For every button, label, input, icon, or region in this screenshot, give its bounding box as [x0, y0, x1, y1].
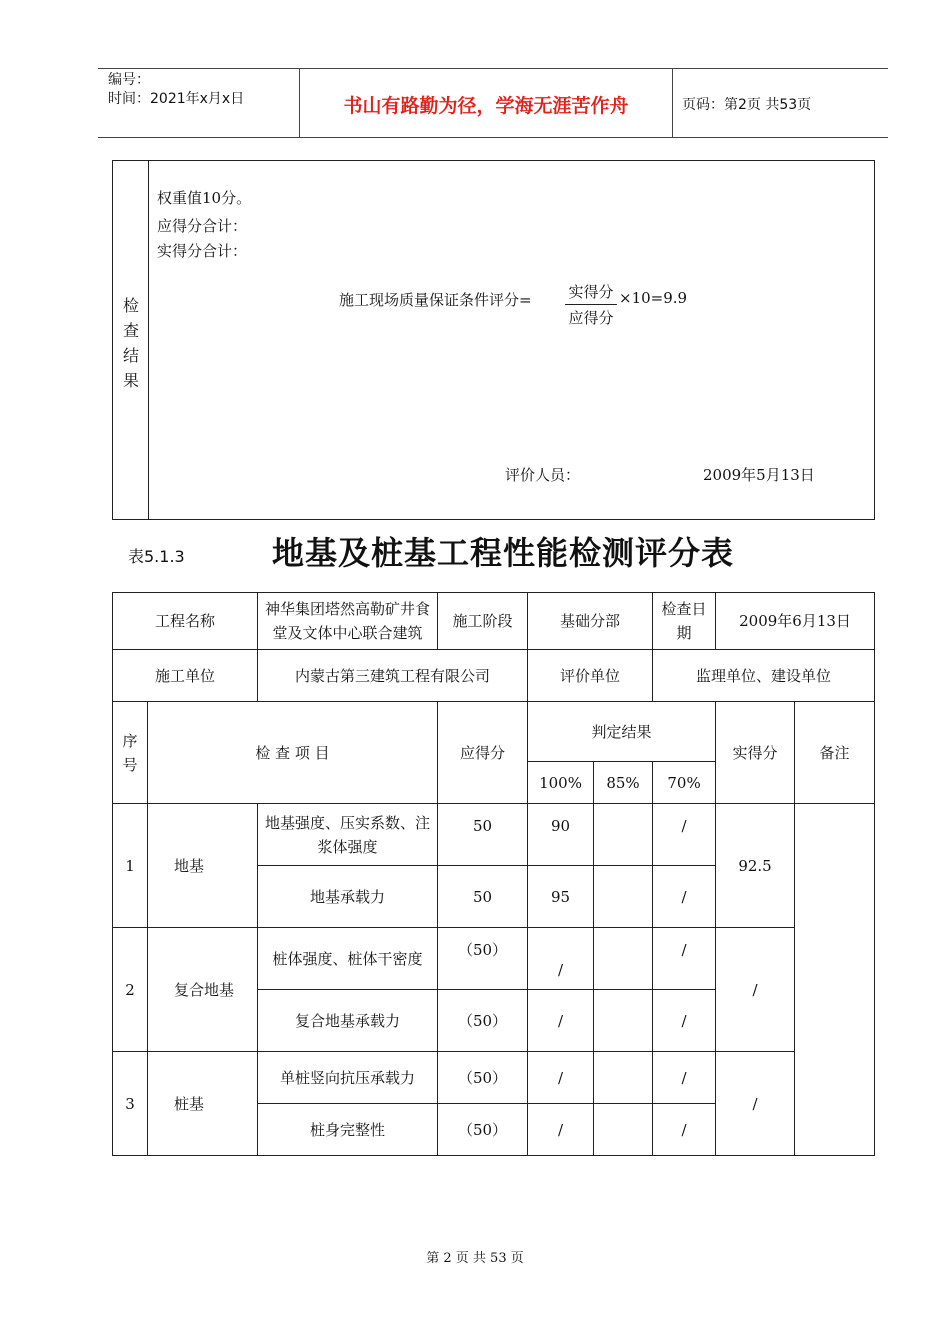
inspection-result-box [112, 160, 875, 520]
table-row [113, 928, 875, 990]
item-85 [594, 990, 653, 1052]
item-85 [594, 804, 653, 866]
header-page-info: 页码：第2页 共53页 [682, 97, 812, 113]
col-85: 85% [594, 762, 653, 804]
stage-label: 施工阶段 [438, 593, 528, 650]
item-name: 地基承载力 [258, 866, 438, 928]
item-expected: （50） [438, 990, 528, 1052]
item-85 [594, 1104, 653, 1156]
item-100: / [528, 928, 594, 990]
evaluator-unit-label: 评价单位 [528, 650, 653, 702]
item-name: 桩身完整性 [258, 1104, 438, 1156]
page-header [98, 68, 888, 138]
item-expected: 50 [438, 866, 528, 928]
item-name: 地基强度、压实系数、注浆体强度 [258, 804, 438, 866]
item-85 [594, 866, 653, 928]
formula-denominator: 应得分 [568, 309, 614, 327]
evaluation-table [112, 592, 875, 1156]
project-name: 神华集团塔然高勒矿井食堂及文体中心联合建筑 [258, 593, 438, 650]
header-motto: 书山有路勤为径，学海无涯苦作舟 [343, 95, 629, 117]
actual-total-line: 实得分合计： [157, 242, 248, 260]
item-100: / [528, 990, 594, 1052]
col-actual: 实得分 [716, 702, 795, 804]
weight-line: 权重值10分。 [157, 189, 252, 207]
group-name: 桩基 [148, 1052, 258, 1156]
project-name-label: 工程名称 [113, 593, 258, 650]
page-footer: 第 2 页 共 53 页 [426, 1251, 524, 1266]
box-divider [148, 161, 149, 519]
item-100: / [528, 1052, 594, 1104]
item-name: 复合地基承载力 [258, 990, 438, 1052]
expected-total-line: 应得分合计： [157, 217, 248, 235]
info-row [113, 593, 875, 650]
contractor-label: 施工单位 [113, 650, 258, 702]
header-row [113, 702, 875, 762]
group-name: 复合地基 [148, 928, 258, 1052]
remark-cell [795, 804, 875, 1156]
col-seq: 序号 [113, 702, 148, 804]
evaluator-unit: 监理单位、建设单位 [653, 650, 875, 702]
formula-prefix: 施工现场质量保证条件评分= [339, 291, 532, 309]
header-meta [108, 71, 244, 109]
evaluator-label: 评价人员： [505, 466, 581, 484]
item-85 [594, 1052, 653, 1104]
number-label: 编号： [108, 72, 150, 88]
col-remark: 备注 [795, 702, 875, 804]
col-expected: 应得分 [438, 702, 528, 804]
table-row [113, 804, 875, 866]
formula-suffix: ×10=9.9 [619, 289, 688, 307]
check-date-label: 检查日期 [653, 593, 716, 650]
item-100: 90 [528, 804, 594, 866]
stage-value: 基础分部 [528, 593, 653, 650]
group-name: 地基 [148, 804, 258, 928]
formula-fraction [565, 281, 617, 328]
item-70: / [653, 1104, 716, 1156]
evaluation-date: 2009年5月13日 [703, 466, 815, 484]
item-70: / [653, 928, 716, 990]
item-70: / [653, 1052, 716, 1104]
item-expected: （50） [438, 1052, 528, 1104]
col-judgement: 判定结果 [528, 702, 716, 762]
item-name: 单桩竖向抗压承载力 [258, 1052, 438, 1104]
info-row [113, 650, 875, 702]
header-divider [672, 69, 673, 137]
group-actual: / [716, 928, 795, 1052]
item-name: 桩体强度、桩体干密度 [258, 928, 438, 990]
item-expected: （50） [438, 928, 528, 990]
item-70: / [653, 866, 716, 928]
table-row [113, 1052, 875, 1104]
group-actual: 92.5 [716, 804, 795, 928]
formula-numerator: 实得分 [565, 281, 617, 305]
contractor: 内蒙古第三建筑工程有限公司 [258, 650, 528, 702]
item-100: / [528, 1104, 594, 1156]
item-expected: 50 [438, 804, 528, 866]
inspection-side-label: 检 查 结 果 [122, 296, 139, 390]
item-100: 95 [528, 866, 594, 928]
table-number: 表5.1.3 [128, 547, 185, 566]
group-seq: 3 [113, 1052, 148, 1156]
item-70: / [653, 990, 716, 1052]
time-label: 时间：2021年x月x日 [108, 91, 245, 107]
group-seq: 2 [113, 928, 148, 1052]
item-expected: （50） [438, 1104, 528, 1156]
item-85 [594, 928, 653, 990]
group-seq: 1 [113, 804, 148, 928]
group-actual: / [716, 1052, 795, 1156]
check-date: 2009年6月13日 [716, 593, 875, 650]
col-100: 100% [528, 762, 594, 804]
item-70: / [653, 804, 716, 866]
table-title: 地基及桩基工程性能检测评分表 [272, 534, 735, 572]
col-item: 检 查 项 目 [148, 702, 438, 804]
col-70: 70% [653, 762, 716, 804]
